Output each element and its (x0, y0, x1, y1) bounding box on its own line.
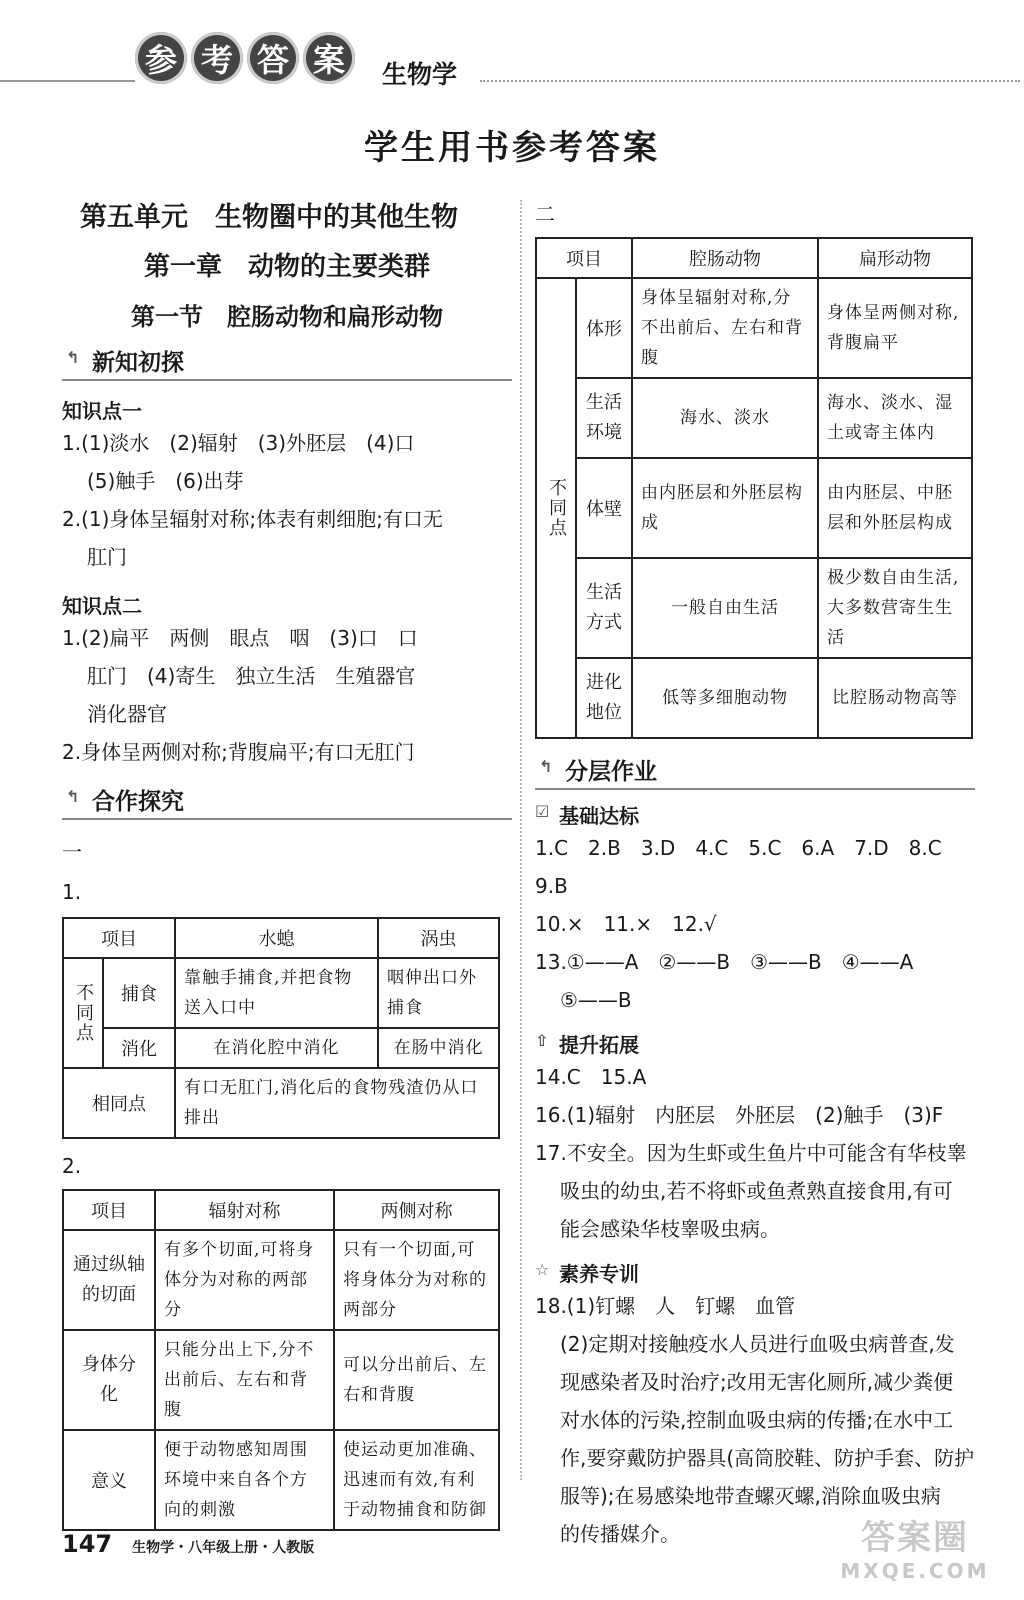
table-cell: 意义 (63, 1430, 155, 1530)
answer-line: 10.× 11.× 12.√ (535, 912, 717, 936)
right-column (535, 195, 975, 1553)
answer-line: 13.①——A ②——B ③——B ④——A (535, 950, 914, 974)
star-icon: ☆ (535, 1260, 550, 1279)
answer-line: 消化器官 (87, 702, 167, 726)
table-cell: 身体呈两侧对称,背腹扁平 (818, 278, 972, 378)
left-column (62, 195, 512, 1531)
table-header: 两侧对称 (334, 1190, 499, 1230)
answer-line: 18.(1)钉螺 人 钉螺 血管 (535, 1294, 796, 1318)
header-rule (0, 80, 135, 82)
knowledge-point-1: 知识点一 (62, 399, 142, 423)
watermark-url: MXQE.COM (840, 1559, 990, 1583)
answer-line: 服等);在易感染地带查螺灭螺,消除血吸虫病 (560, 1484, 941, 1508)
subsection-advance (535, 1029, 975, 1058)
table-cell: 咽伸出口外捕食 (378, 958, 499, 1028)
table-cell: 在消化腔中消化 (175, 1028, 378, 1068)
part-one-label: 一 (62, 840, 82, 864)
subsection-text: 素养专训 (559, 1262, 639, 1286)
subsection-literacy (535, 1258, 975, 1287)
page-header (0, 0, 1024, 110)
section-heading-homework (535, 751, 975, 790)
heading-text: 新知初探 (92, 350, 184, 376)
table-cell: 极少数自由生活,大多数营寄生生活 (818, 558, 972, 658)
table-cell: 低等多细胞动物 (632, 658, 818, 738)
badge-char: 参 (135, 32, 187, 84)
table-row (63, 1330, 499, 1430)
badge-char: 案 (303, 32, 355, 84)
watermark-logo (815, 1510, 1015, 1583)
table-cell: 比腔肠动物高等 (818, 658, 972, 738)
page-number: 147 (62, 1530, 113, 1558)
answer-line: 对水体的污染,控制血吸虫病的传播;在水中工 (560, 1408, 954, 1432)
answer-line: 现感染者及时治疗;改用无害化厕所,减少粪便 (560, 1370, 954, 1394)
table-cell: 靠触手捕食,并把食物送入口中 (175, 958, 378, 1028)
section-heading-new-knowledge (62, 342, 512, 381)
table-cell: 通过纵轴的切面 (63, 1230, 155, 1330)
answer-line: 9.B (535, 874, 568, 898)
answer-line: 作,要穿戴防护器具(高筒胶鞋、防护手套、防护 (560, 1446, 975, 1470)
table-row (63, 958, 499, 1028)
table-row (63, 918, 499, 958)
table-row (536, 278, 972, 378)
table-cell: 捕食 (103, 958, 175, 1028)
subject-label: 生物学 (382, 60, 458, 89)
answer-line: 1.(1)淡水 (2)辐射 (3)外胚层 (4)口 (62, 431, 415, 455)
table-header: 项目 (63, 1190, 155, 1230)
table-row (63, 1190, 499, 1230)
bookmark-icon: ↰ (539, 757, 553, 776)
header-dotted-rule (480, 80, 1020, 82)
table-cell: 海水、淡水 (632, 378, 818, 458)
table-cell: 使运动更加准确、迅速而有效,有利于动物捕食和防御 (334, 1430, 499, 1530)
table-cell: 由内胚层和外胚层构成 (632, 458, 818, 558)
answer-line: 肛门 (4)寄生 独立生活 生殖器官 (87, 664, 416, 688)
part-two-label: 二 (535, 202, 555, 226)
answer-line: 17.不安全。因为生虾或生鱼片中可能含有华枝睾 (535, 1141, 967, 1165)
page-title: 学生用书参考答案 (364, 128, 660, 168)
table-cell: 体形 (576, 278, 632, 378)
table-cell: 一般自由生活 (632, 558, 818, 658)
table-cell: 进化地位 (576, 658, 632, 738)
table-row (536, 558, 972, 658)
answer-line: 16.(1)辐射 内胚层 外胚层 (2)触手 (3)F (535, 1103, 944, 1127)
table-cell: 相同点 (63, 1068, 175, 1138)
table-cell: 有多个切面,可将身体分为对称的两部分 (155, 1230, 334, 1330)
bookmark-icon: ↰ (66, 787, 80, 806)
badge-char: 答 (247, 32, 299, 84)
answer-line: (2)定期对接触疫水人员进行血吸虫病普查,发 (560, 1332, 955, 1356)
table-cell: 由内胚层、中胚层和外胚层构成 (818, 458, 972, 558)
bookmark-icon: ↰ (66, 348, 80, 367)
table-cell: 消化 (103, 1028, 175, 1068)
table-cell: 只有一个切面,可将身体分为对称的两部分 (334, 1230, 499, 1330)
table-header: 项目 (63, 918, 175, 958)
table-cell: 在肠中消化 (378, 1028, 499, 1068)
table-header: 扁形动物 (818, 238, 972, 278)
table-header: 涡虫 (378, 918, 499, 958)
table-cell: 身体分化 (63, 1330, 155, 1430)
book-info: 生物学・八年级上册・人教版 (132, 1540, 315, 1556)
chapter-title: 第一章 动物的主要类群 (143, 252, 430, 282)
table-row (536, 238, 972, 278)
table-cell: 可以分出前后、左右和背腹 (334, 1330, 499, 1430)
table-row (63, 1230, 499, 1330)
table-row (63, 1430, 499, 1530)
question-number: 2. (62, 1154, 82, 1178)
table-cell: 体壁 (576, 458, 632, 558)
table-cell: 海水、淡水、湿土或寄主体内 (818, 378, 972, 458)
table-cell: 只能分出上下,分不出前后、左右和背腹 (155, 1330, 334, 1430)
table-cell: 有口无肛门,消化后的食物残渣仍从口排出 (175, 1068, 499, 1138)
table-row (63, 1028, 499, 1068)
heading-text: 合作探究 (92, 789, 184, 815)
table-group-label: 不同点 (536, 278, 576, 738)
table-row (536, 658, 972, 738)
arrow-up-icon: ⇧ (535, 1031, 549, 1050)
answer-line: 吸虫的幼虫,若不将虾或鱼煮熟直接食用,有可 (560, 1179, 953, 1203)
comparison-table-symmetry (62, 1189, 500, 1531)
section-title: 第一节 腔肠动物和扁形动物 (131, 303, 443, 331)
answer-line: 14.C 15.A (535, 1065, 647, 1089)
unit-title: 第五单元 生物圈中的其他生物 (80, 202, 458, 233)
knowledge-point-2: 知识点二 (62, 594, 142, 618)
answer-line: 1.C 2.B 3.D 4.C 5.C 6.A 7.D 8.C (535, 836, 942, 860)
question-number: 1. (62, 880, 82, 904)
answer-line: ⑤——B (560, 988, 632, 1012)
checkbox-icon: ☑ (535, 802, 550, 821)
column-divider (520, 200, 522, 1480)
heading-text: 分层作业 (565, 759, 657, 785)
answer-line: 2.身体呈两侧对称;背腹扁平;有口无肛门 (62, 740, 415, 764)
answer-line: (5)触手 (6)出芽 (87, 469, 244, 493)
subsection-text: 基础达标 (559, 804, 639, 828)
table-header: 辐射对称 (155, 1190, 334, 1230)
answer-line: 肛门 (87, 545, 127, 569)
comparison-table-hydra-planarian (62, 917, 500, 1139)
badge-char: 考 (191, 32, 243, 84)
table-group-label: 不同点 (63, 958, 103, 1068)
table-cell: 身体呈辐射对称,分不出前后、左右和背腹 (632, 278, 818, 378)
table-header: 项目 (536, 238, 632, 278)
page-footer (62, 1530, 314, 1558)
watermark-text: 答案圈 (861, 1518, 969, 1558)
answer-line: 2.(1)身体呈辐射对称;体表有刺细胞;有口无 (62, 507, 443, 531)
subsection-basic (535, 800, 975, 829)
table-row (536, 458, 972, 558)
comparison-table-phyla (535, 237, 973, 739)
subsection-text: 提升拓展 (559, 1033, 639, 1057)
answer-line: 能会感染华枝睾吸虫病。 (560, 1217, 780, 1241)
section-heading-cooperate (62, 781, 512, 820)
table-header: 腔肠动物 (632, 238, 818, 278)
table-row (63, 1068, 499, 1138)
answer-line: 的传播媒介。 (560, 1522, 680, 1546)
table-row (536, 378, 972, 458)
table-cell: 生活环境 (576, 378, 632, 458)
answer-line: 1.(2)扁平 两侧 眼点 咽 (3)口 口 (62, 626, 418, 650)
table-header: 水螅 (175, 918, 378, 958)
table-cell: 便于动物感知周围环境中来自各个方向的刺激 (155, 1430, 334, 1530)
answer-badges (135, 32, 355, 84)
table-cell: 生活方式 (576, 558, 632, 658)
